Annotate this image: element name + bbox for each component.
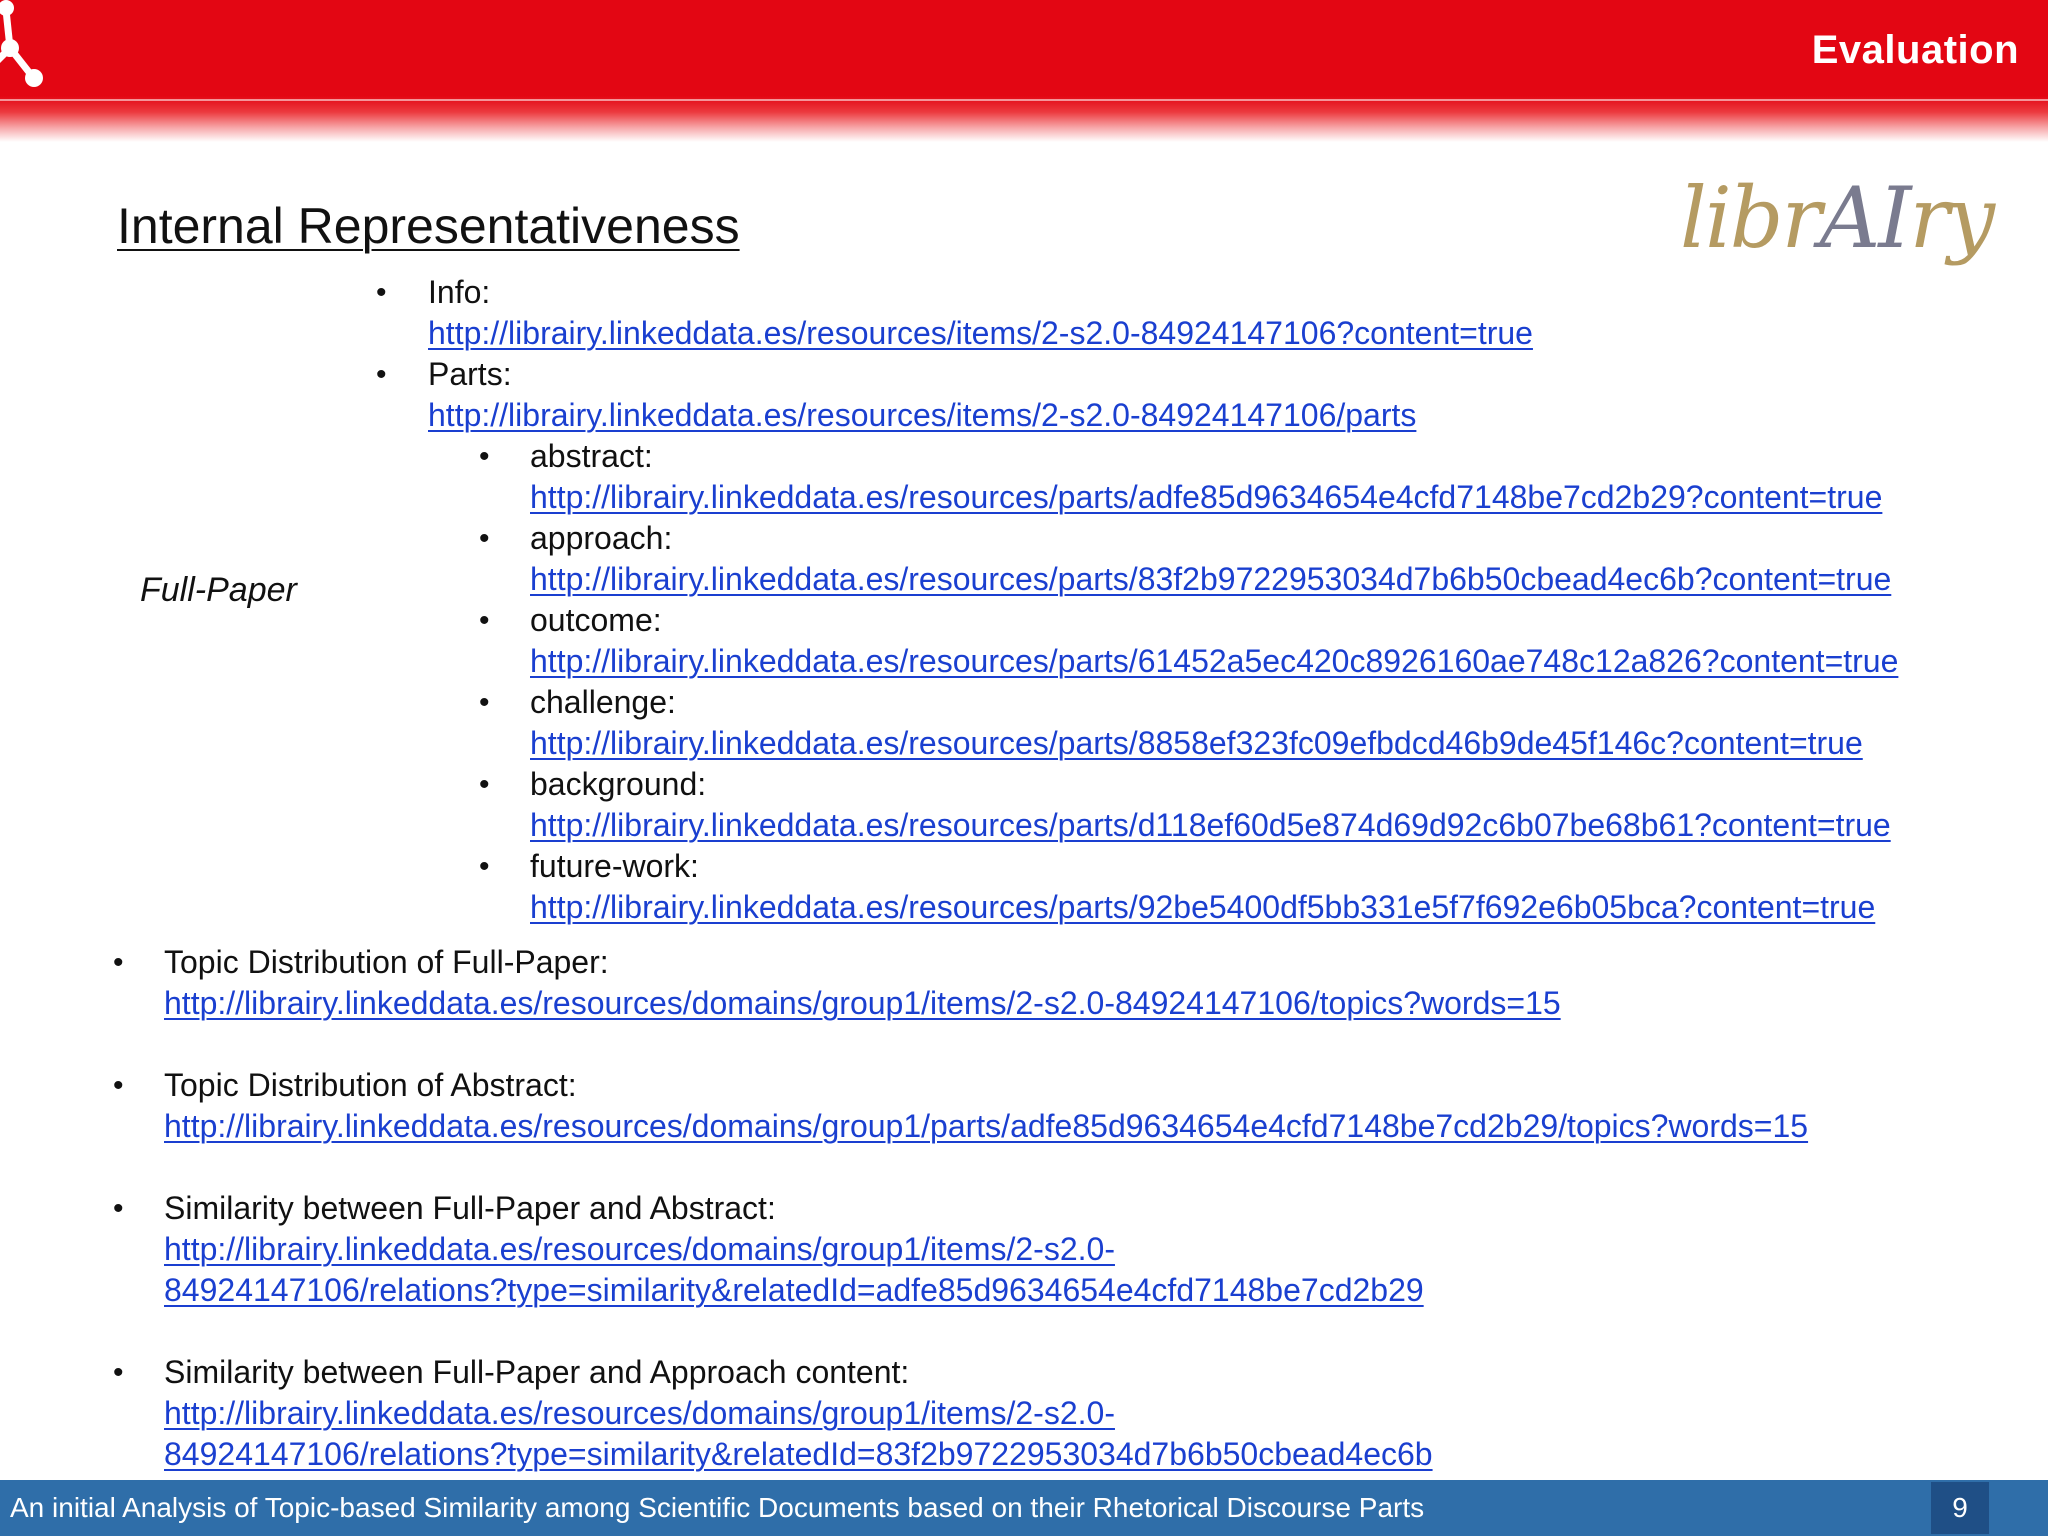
librairy-logo <box>1680 168 1993 268</box>
bullet: • <box>376 276 387 309</box>
list-item-topic-abstract <box>164 1065 1808 1147</box>
item-label: Topic Distribution of Full-Paper: <box>164 944 609 980</box>
item-url[interactable]: http://librairy.linkeddata.es/resources/parts/d118ef60d5e874d69d92c6b07be68b61?content=true <box>530 807 1891 843</box>
item-label: future-work: <box>530 848 699 884</box>
bullet: • <box>113 946 124 979</box>
list-item-similarity-abstract <box>164 1188 1424 1311</box>
list-item-future-work <box>530 846 1875 928</box>
item-url[interactable]: http://librairy.linkeddata.es/resources/domains/group1/items/2-s2.0-84924147106/topics?words=15 <box>164 985 1561 1021</box>
item-url[interactable]: http://librairy.linkeddata.es/resources/parts/8858ef323fc09efbdcd46b9de45f146c?content=true <box>530 725 1863 761</box>
item-label: Topic Distribution of Abstract: <box>164 1067 577 1103</box>
page-number: 9 <box>1931 1482 1989 1534</box>
item-url[interactable]: http://librairy.linkeddata.es/resources/parts/adfe85d9634654e4cfd7148be7cd2b29?content=true <box>530 479 1883 515</box>
bullet: • <box>113 1192 124 1225</box>
header-rule <box>0 99 2048 101</box>
item-label: Similarity between Full-Paper and Abstract: <box>164 1190 776 1226</box>
bullet: • <box>479 850 490 883</box>
list-item-challenge <box>530 682 1863 764</box>
molecule-logo-icon <box>0 0 60 106</box>
item-url[interactable]: http://librairy.linkeddata.es/resources/parts/61452a5ec420c8926160ae748c12a826?content=true <box>530 643 1899 679</box>
item-url[interactable]: http://librairy.linkeddata.es/resources/parts/92be5400df5bb331e5f7f692e6b05bca?content=true <box>530 889 1876 925</box>
list-item-parts <box>428 354 1416 436</box>
section-title: Internal Representativeness <box>117 198 740 254</box>
item-url[interactable]: http://librairy.linkeddata.es/resources/domains/group1/items/2-s2.0- <box>164 1231 1115 1267</box>
list-item-abstract <box>530 436 1882 518</box>
item-url[interactable]: http://librairy.linkeddata.es/resources/domains/group1/items/2-s2.0- <box>164 1395 1115 1431</box>
bullet: • <box>479 522 490 555</box>
list-item-similarity-approach <box>164 1352 1433 1475</box>
item-label: challenge: <box>530 684 676 720</box>
item-label: outcome: <box>530 602 662 638</box>
list-item-topic-full-paper <box>164 942 1561 1024</box>
brand-part2: AI <box>1819 169 1910 267</box>
bullet: • <box>479 768 490 801</box>
list-item-approach <box>530 518 1891 600</box>
footer-title: An initial Analysis of Topic-based Similarity among Scientific Documents based on their Rhetorical Discourse Parts <box>10 1492 1425 1523</box>
header-band <box>0 0 2048 142</box>
item-label: background: <box>530 766 707 802</box>
slide-header-title: Evaluation <box>1811 28 2019 72</box>
bullet: • <box>376 358 387 391</box>
list-item-outcome <box>530 600 1898 682</box>
item-url[interactable]: http://librairy.linkeddata.es/resources/parts/83f2b9722953034d7b6b50cbead4ec6b?content=true <box>530 561 1892 597</box>
item-label: Parts: <box>428 356 512 392</box>
item-label: Info: <box>428 274 491 310</box>
brand-part1: libr <box>1680 169 1820 267</box>
bullet: • <box>479 440 490 473</box>
item-url-continued[interactable]: 84924147106/relations?type=similarity&relatedId=adfe85d9634654e4cfd7148be7cd2b29 <box>164 1272 1424 1308</box>
bullet: • <box>479 686 490 719</box>
item-label: abstract: <box>530 438 653 474</box>
list-item-background <box>530 764 1891 846</box>
item-label: Similarity between Full-Paper and Approach content: <box>164 1354 910 1390</box>
bullet: • <box>113 1069 124 1102</box>
item-label: approach: <box>530 520 673 556</box>
list-item-info <box>428 272 1533 354</box>
item-url-continued[interactable]: 84924147106/relations?type=similarity&relatedId=83f2b9722953034d7b6b50cbead4ec6b <box>164 1436 1433 1472</box>
brand-part3: ry <box>1909 169 1994 267</box>
bullet: • <box>113 1356 124 1389</box>
item-url[interactable]: http://librairy.linkeddata.es/resources/items/2-s2.0-84924147106?content=true <box>428 315 1533 351</box>
bullet: • <box>479 604 490 637</box>
footer-bar <box>0 1480 2048 1536</box>
full-paper-label: Full-Paper <box>140 571 297 609</box>
item-url[interactable]: http://librairy.linkeddata.es/resources/domains/group1/parts/adfe85d9634654e4cfd7148be7cd2b29/topics?words=15 <box>164 1108 1809 1144</box>
item-url[interactable]: http://librairy.linkeddata.es/resources/items/2-s2.0-84924147106/parts <box>428 397 1417 433</box>
